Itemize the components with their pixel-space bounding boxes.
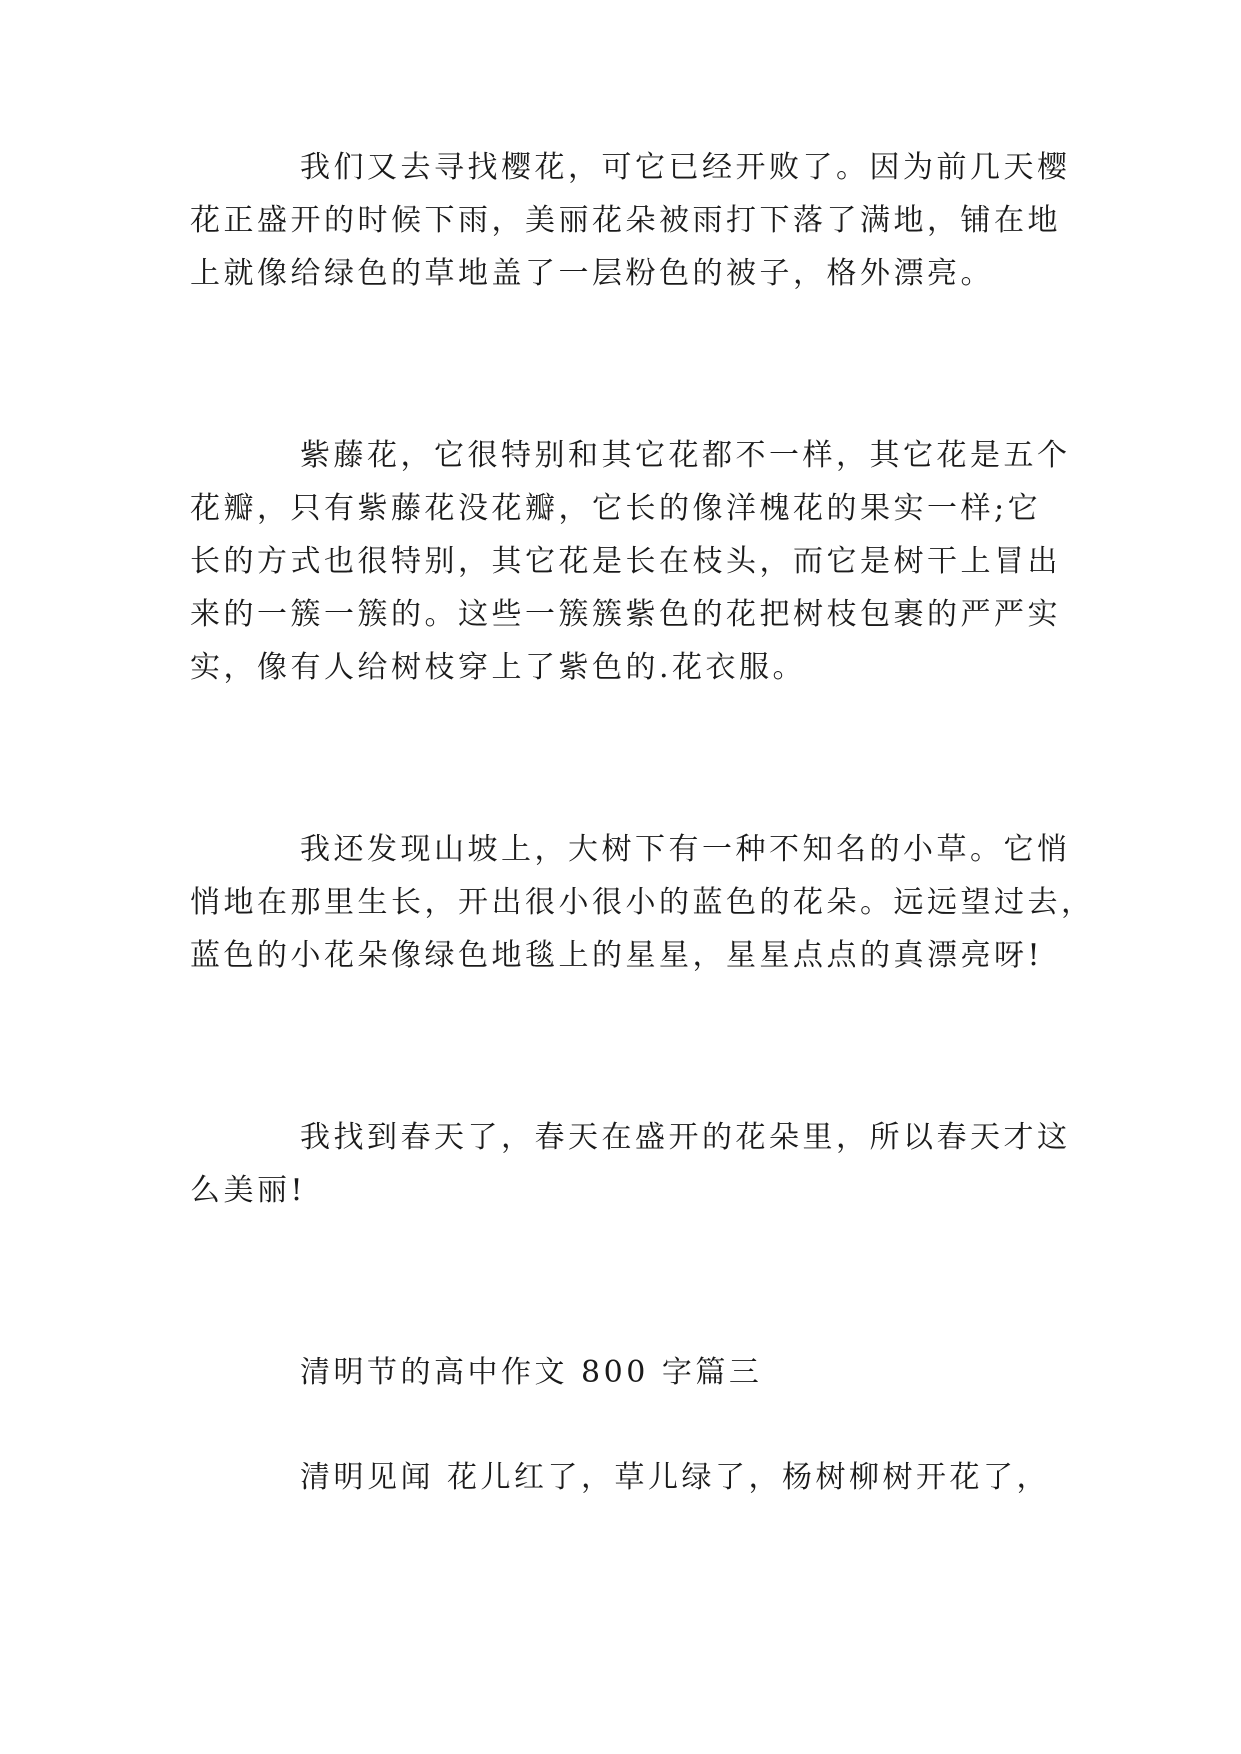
section-heading: 清明节的高中作文 800 字篇三: [300, 1355, 763, 1390]
paragraph-1-line-1: 我们又去寻找樱花，可它已经开败了。因为前几天樱: [300, 150, 1071, 185]
final-line: 清明见闻 花儿红了，草儿绿了，杨树柳树开花了，: [300, 1460, 1051, 1495]
paragraph-3-line-3: 蓝色的小花朵像绿色地毯上的星星，星星点点的真漂亮呀!: [190, 938, 1044, 973]
paragraph-2-line-5: 实，像有人给树枝穿上了紫色的.花衣服。: [190, 650, 807, 685]
paragraph-4-line-1: 我找到春天了，春天在盛开的花朵里，所以春天才这: [300, 1120, 1071, 1155]
paragraph-2-line-3: 长的方式也很特别，其它花是长在枝头，而它是树干上冒出: [190, 544, 1061, 579]
paragraph-2-line-2: 花瓣，只有紫藤花没花瓣，它长的像洋槐花的果实一样;它: [190, 491, 1042, 526]
paragraph-3-line-1: 我还发现山坡上，大树下有一种不知名的小草。它悄: [300, 832, 1071, 867]
paragraph-2-line-1: 紫藤花，它很特别和其它花都不一样，其它花是五个: [300, 438, 1071, 473]
paragraph-4-line-2: 么美丽!: [190, 1173, 307, 1208]
paragraph-1-line-3: 上就像给绿色的草地盖了一层粉色的被子，格外漂亮。: [190, 256, 994, 291]
paragraph-3-line-2: 悄地在那里生长，开出很小很小的蓝色的花朵。远远望过去，: [190, 885, 1095, 920]
paragraph-2-line-4: 来的一簇一簇的。这些一簇簇紫色的花把树枝包裹的严严实: [190, 597, 1061, 632]
paragraph-1-line-2: 花正盛开的时候下雨，美丽花朵被雨打下落了满地，铺在地: [190, 203, 1061, 238]
